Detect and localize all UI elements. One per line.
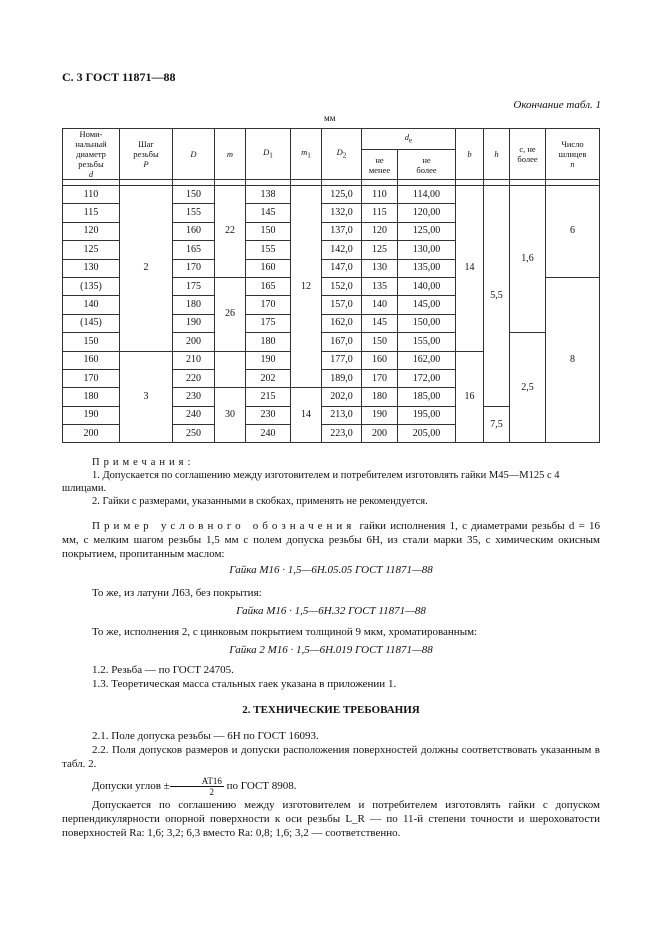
- table-row: 125 165 155 142,0 125 130,00: [63, 241, 600, 259]
- formula-2: Гайка М16 · 1,5—6Н.32 ГОСТ 11871—88: [236, 605, 426, 617]
- col-header-d: Номи- нальный диаметр резьбы d: [63, 129, 120, 180]
- item-1-2: 1.2. Резьба — по ГОСТ 24705.: [92, 664, 234, 676]
- dimensions-table: [62, 128, 600, 443]
- col-header-D: D: [173, 129, 215, 180]
- table-row: 130 170 160 147,0 130 135,00: [63, 259, 600, 277]
- example-text: гайки исполнения 1, с диаметрами резьбы d = 16 мм, с мелким шагом резьбы 1,5 мм с полем допуска резьбы 6Н, из стали марки 35, с химическим окисным покрытием, пропитанным маслом:: [62, 520, 600, 560]
- note-2: 2. Гайки с размерами, указанными в скобках, применять не рекомендуется.: [92, 496, 428, 507]
- example-line-2: То же, из латуни Л63, без покрытия:: [92, 587, 262, 599]
- table-row: 190 240 230 213,0 190 195,00 7,5: [63, 406, 600, 424]
- col-header-n: Число шлицев n: [546, 129, 600, 180]
- table-row: 120 160 150 137,0 120 125,00: [63, 222, 600, 240]
- item-2-last: Допускается по соглашению между изготовителем и потребителем изготовлять гайки с допуском перпендикулярности опорной поверхности к оси резьбы L_R — по 11-й степени точности и шероховатости поверхностей Ra: 1,6; 3,2; 6,3 вместо Ra: 0,8; 1,6; 3,2 — соответственно.: [62, 799, 600, 839]
- col-header-h: h: [484, 129, 510, 180]
- col-header-P: Шаг резьбы P: [120, 129, 173, 180]
- table-row: 110 2 150 22 138 12 125,0 110 114,00 14 5,5 1,6 6: [63, 186, 600, 204]
- table-caption: Окончание табл. 1: [513, 99, 601, 111]
- col-header-de-max: не более: [398, 150, 456, 180]
- table-row: 180 230 30 215 14 202,0 180 185,00: [63, 388, 600, 406]
- col-header-D2: $D_2$: [322, 129, 362, 180]
- designation-example: [62, 519, 600, 561]
- table-row: 140 180 170 157,0 140 145,00: [63, 296, 600, 314]
- col-header-b: b: [456, 129, 484, 180]
- col-header-m1: $m_1$: [291, 129, 322, 180]
- page-header: С. 3 ГОСТ 11871—88: [62, 70, 176, 84]
- col-header-c: с, не более: [510, 129, 546, 180]
- table-row: (145) 190 175 162,0 145 150,00: [63, 314, 600, 332]
- col-header-de: $d_e$: [362, 129, 456, 150]
- table-row: 200 250 240 223,0 200 205,00: [63, 425, 600, 443]
- table-notes: [62, 456, 602, 508]
- table-row: (135) 175 26 165 152,0 135 140,00 8: [63, 277, 600, 295]
- units-label: мм: [324, 113, 336, 123]
- example-line-3: То же, исполнения 2, с цинковым покрытием толщиной 9 мкм, хроматированным:: [92, 626, 478, 638]
- col-header-D1: $D_1$: [246, 129, 291, 180]
- note-1: 1. Допускается по соглашению между изготовителем и потребителем изготовлять гайки М45—М125 с 4 шлицами.: [62, 470, 560, 494]
- notes-title: Примечания:: [92, 457, 195, 468]
- table-row: 160 3 210 190 177,0 160 162,00 16: [63, 351, 600, 369]
- col-header-de-min: не менее: [362, 150, 398, 180]
- table-row: 115 155 145 132,0 115 120,00: [63, 204, 600, 222]
- angle-tolerance: Допуски углов ± $\frac{АТ16}{2}$ по ГОСТ 8908.: [92, 776, 297, 797]
- table-row: 170 220 202 189,0 170 172,00: [63, 369, 600, 387]
- formula-3: Гайка 2 М16 · 1,5—6Н.019 ГОСТ 11871—88: [229, 644, 433, 656]
- example-lead: Пример условного обозначения: [92, 520, 356, 532]
- table-row: 150 200 180 167,0 150 155,00 2,5: [63, 333, 600, 351]
- item-2-2: 2.2. Поля допусков размеров и допуски расположения поверхностей должны соответствовать указанным в табл. 2.: [62, 744, 600, 770]
- formula-1: Гайка М16 · 1,5—6Н.05.05 ГОСТ 11871—88: [229, 564, 433, 576]
- item-1-3: 1.3. Теоретическая масса стальных гаек указана в приложении 1.: [92, 678, 397, 690]
- section-2-title: 2. ТЕХНИЧЕСКИЕ ТРЕБОВАНИЯ: [242, 704, 420, 716]
- col-header-m: m: [215, 129, 246, 180]
- item-2-1: 2.1. Поле допуска резьбы — 6Н по ГОСТ 16093.: [92, 730, 319, 742]
